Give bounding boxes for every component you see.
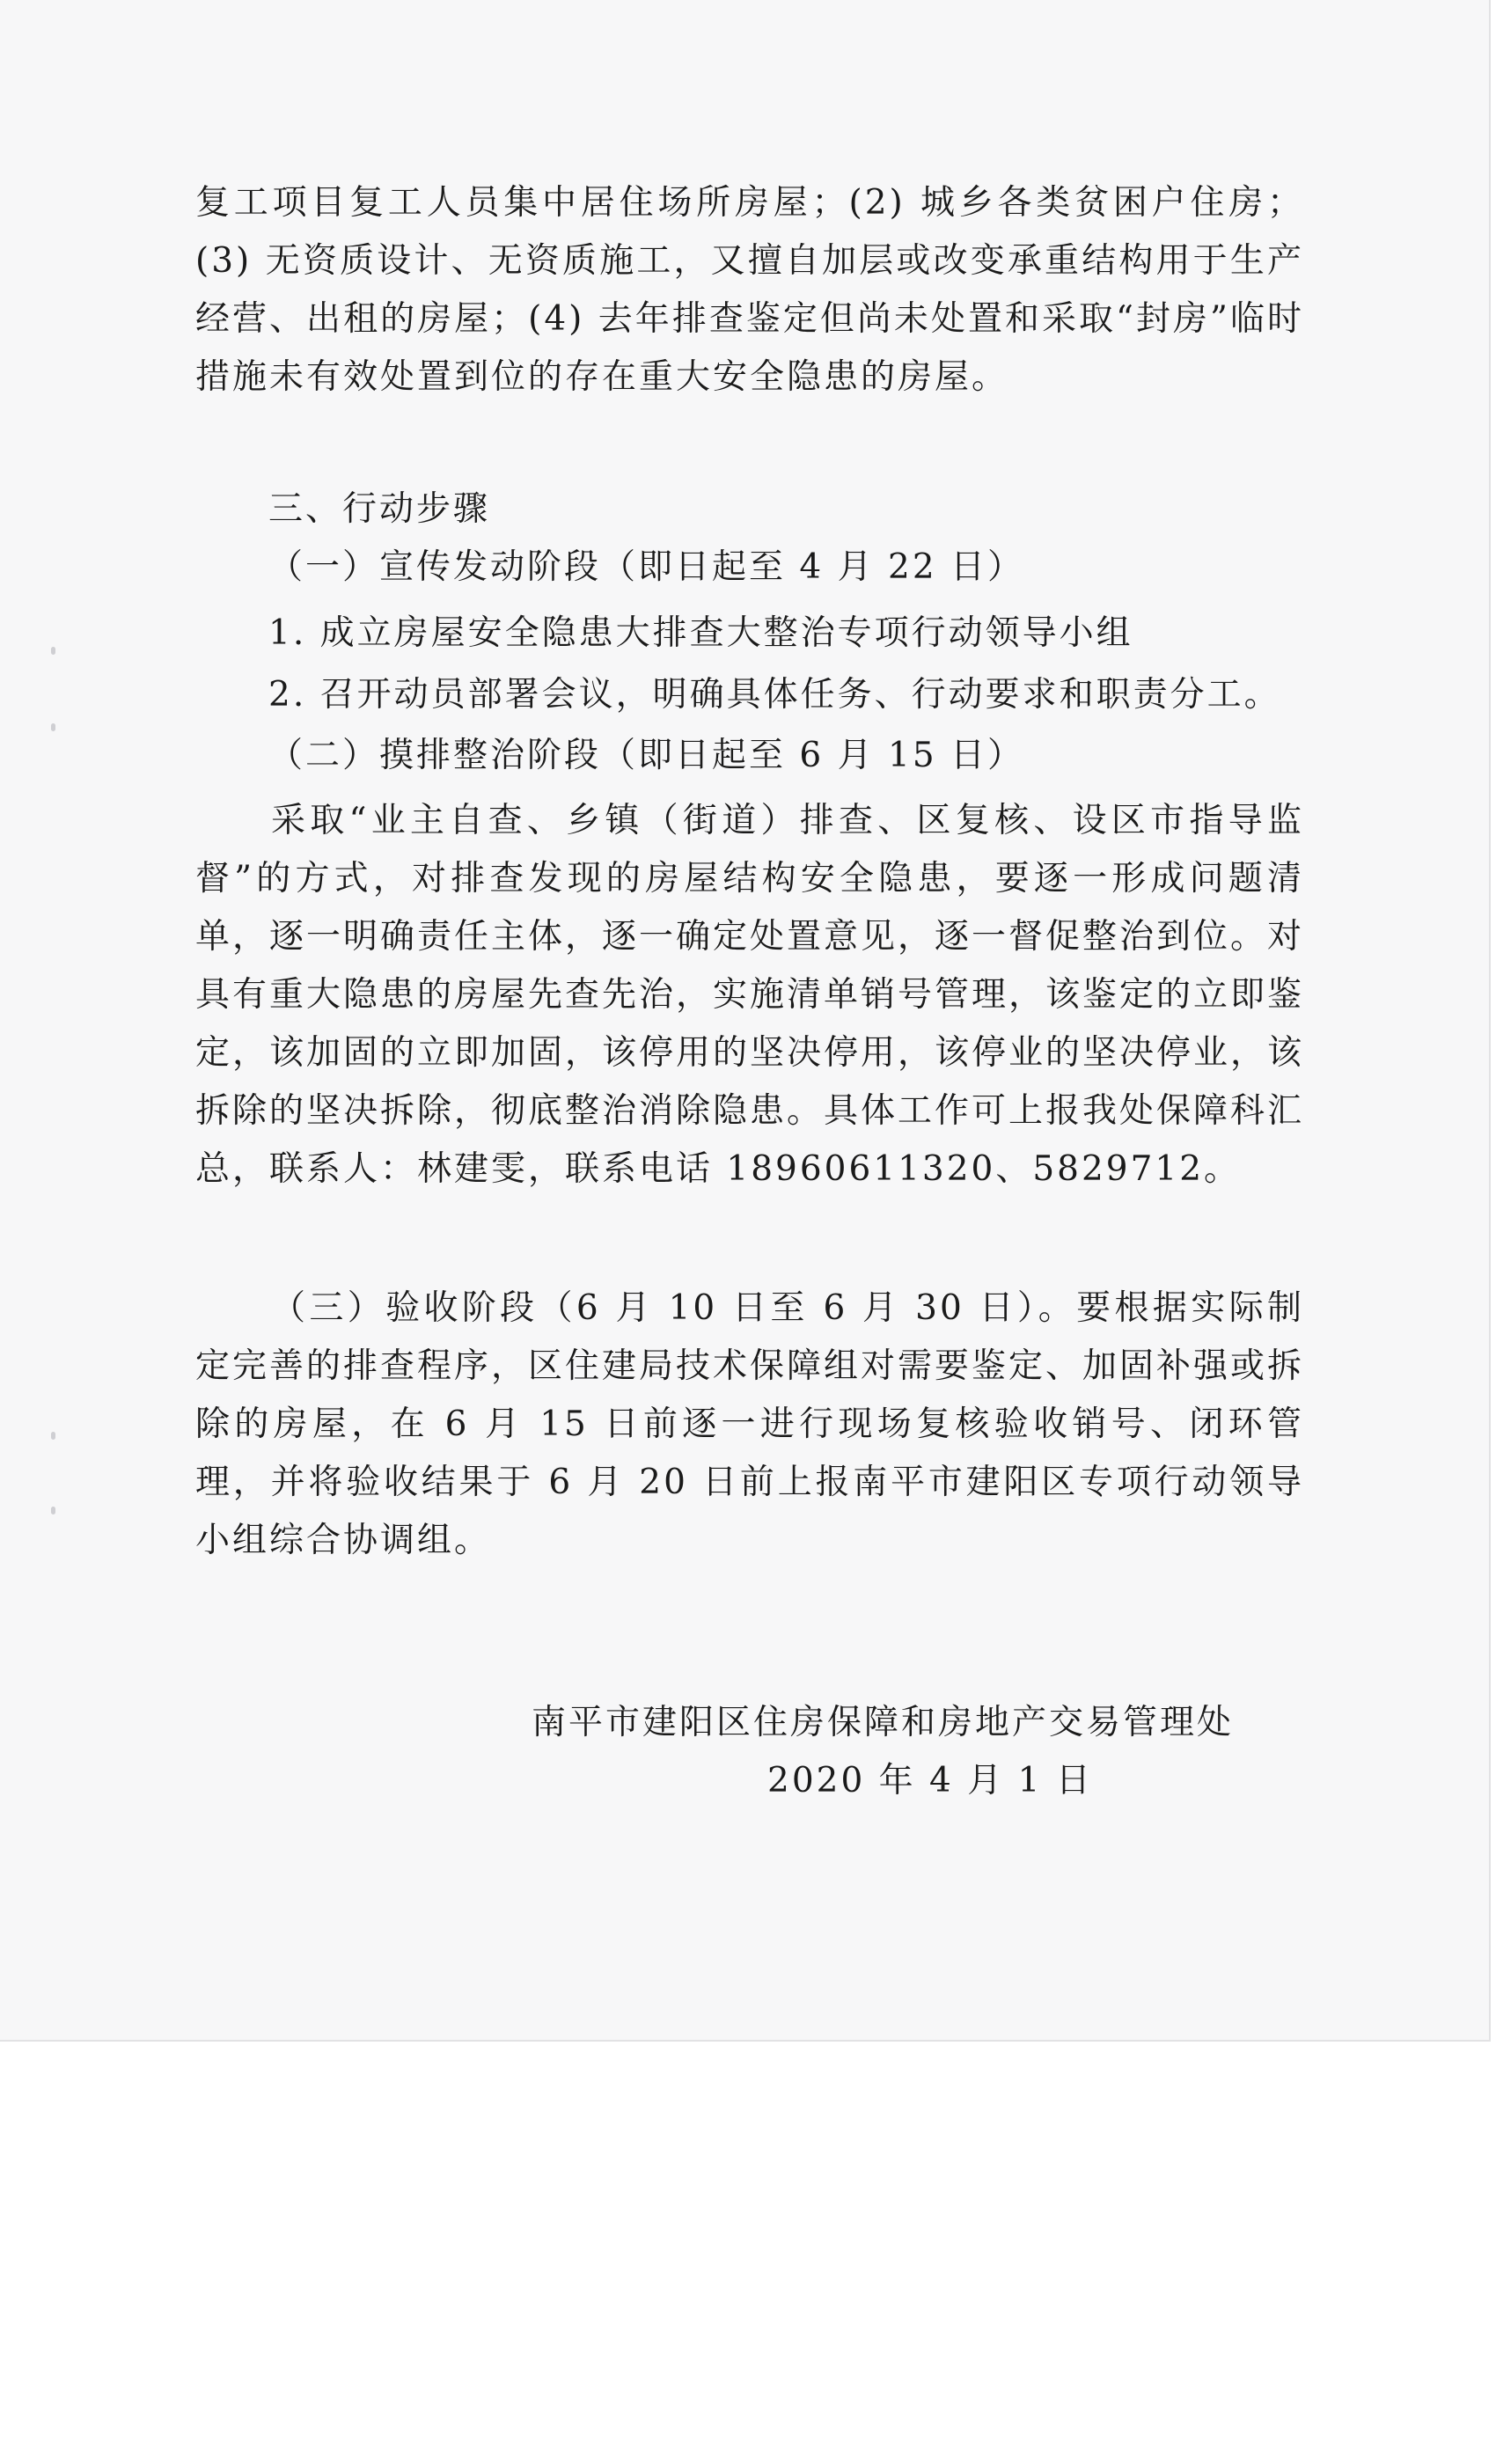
signature-organization: 南平市建阳区住房保障和房地产交易管理处 bbox=[532, 1703, 1235, 1742]
punch-hole-mark bbox=[51, 723, 55, 731]
stage1-item-1: 1. 成立房屋安全隐患大排查大整治专项行动领导小组 bbox=[268, 613, 1133, 653]
stage2-heading: （二）摸排整治阶段（即日起至 6 月 15 日） bbox=[268, 736, 1025, 775]
punch-hole-mark bbox=[51, 1507, 55, 1514]
stage1-item-2: 2. 召开动员部署会议，明确具体任务、行动要求和职责分工。 bbox=[268, 675, 1281, 715]
signature-date: 2020 年 4 月 1 日 bbox=[767, 1761, 1093, 1800]
stage3-paragraph: （三）验收阶段（6 月 10 日至 6 月 30 日）。要根据实际制定完善的排查程序，区住建局技术保障组对需要鉴定、加固补强或拆除的房屋，在 6 月 15 日前逐一进行现场复核验收销号、闭环管理，并将验收结果于 6 月 20 日前上报南平市建阳区专项行动领导小组综合协调组。 bbox=[195, 1288, 1305, 1560]
section-heading: 三、行动步骤 bbox=[268, 489, 491, 529]
intro-paragraph: 复工项目复工人员集中居住场所房屋；(2) 城乡各类贫困户住房；(3) 无资质设计、无资质施工，又擅自加层或改变承重结构用于生产经营、出租的房屋；(4) 去年排查鉴定但尚未处置和采取“封房”临时措施未有效处置到位的存在重大安全隐患的房屋。 bbox=[195, 183, 1304, 397]
stage1-heading: （一）宣传发动阶段（即日起至 4 月 22 日） bbox=[268, 547, 1025, 587]
punch-hole-mark bbox=[51, 647, 55, 655]
punch-hole-mark bbox=[51, 1432, 55, 1440]
stage2-paragraph: 采取“业主自查、乡镇（街道）排查、区复核、设区市指导监督”的方式，对排查发现的房屋结构安全隐患，要逐一形成问题清单，逐一明确责任主体，逐一确定处置意见，逐一督促整治到位。对具有重大隐患的房屋先查先治，实施清单销号管理，该鉴定的立即鉴定，该加固的立即加固，该停用的坚决停用，该停业的坚决停业，该拆除的坚决拆除，彻底整治消除隐患。具体工作可上报我处保障科汇总，联系人：林建雯，联系电话 18960611320、5829712。 bbox=[195, 801, 1305, 1189]
